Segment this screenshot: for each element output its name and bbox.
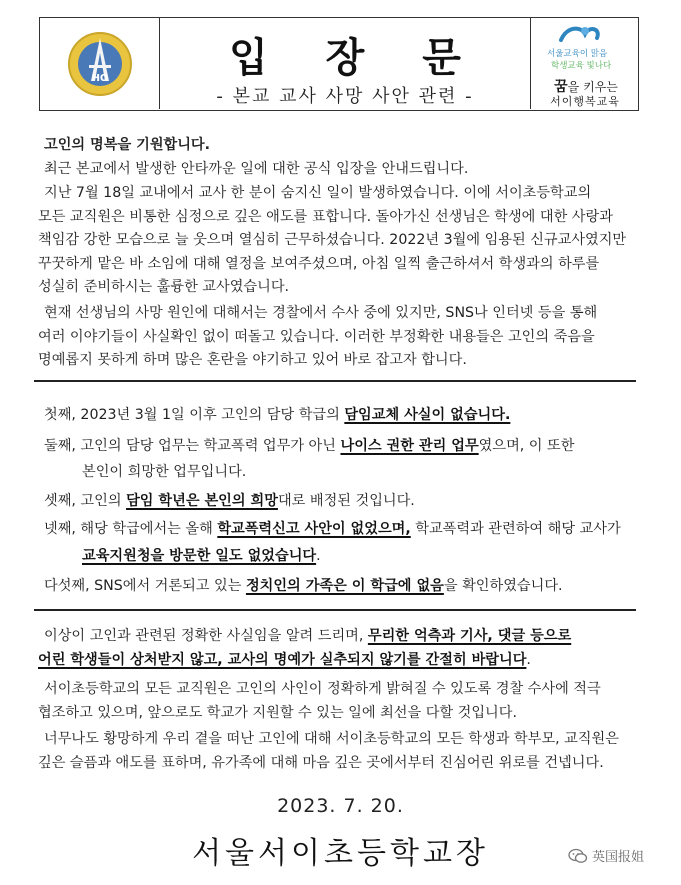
slogan-line-2: 서이행복교육 xyxy=(550,95,620,108)
closing-paragraph-2: 서이초등학교의 모든 교직원은 고인의 사인이 정확하게 밝혀질 수 있도록 경찰 수사에 적극 협조하고 있으며, 앞으로도 학교가 지원할 수 있는 일에 최선을 다할 것입니다. xyxy=(38,681,601,721)
fact-2-continued: 본인이 희망한 업무입니다. xyxy=(82,464,247,480)
signer-name: 서울서이초등학교장 xyxy=(192,836,489,871)
divider-top xyxy=(34,380,636,382)
slogan-line-1: 꿈을 키우는 xyxy=(554,79,618,95)
intro-paragraph-1: 최근 본교에서 발생한 안타까운 일에 대한 공식 입장을 안내드립니다. xyxy=(44,161,469,177)
logo-text: HO xyxy=(91,73,109,84)
school-logo xyxy=(58,31,142,97)
closing-paragraph-1: 이상이 고인과 관련된 정확한 사실임을 알려 드리며, 무리한 억측과 기사, 댓글 등으로 어린 학생들이 상처받지 않고, 교사의 명예가 실추되지 않기를 간절히 바랍니다. xyxy=(38,628,572,668)
fact-1: 첫째, 2023년 3월 1일 이후 고인의 담당 학급의 담임교체 사실이 없습니다. xyxy=(44,407,511,423)
document-header xyxy=(39,17,639,111)
title-cell xyxy=(160,18,530,109)
fact-3: 셋째, 고인의 담임 학년은 본인의 희망대로 배정된 것입니다. xyxy=(44,493,415,509)
fact-5: 다섯째, SNS에서 거론되고 있는 정치인의 가족은 이 학급에 없음을 확인하였습니다. xyxy=(44,578,563,594)
watermark xyxy=(568,846,644,865)
fact-4: 넷째, 해당 학급에서는 올해 학교폭력신고 사안이 없었으며, 학교폭력과 관련하여 해당 교사가 xyxy=(44,521,621,537)
page-title: 입 장 문 xyxy=(229,35,483,81)
emblem-line-1: 서울교육이 맑음 xyxy=(547,49,608,59)
education-emblem xyxy=(541,22,629,74)
page-subtitle: - 본교 교사 사망 사안 관련 - xyxy=(216,86,474,107)
intro-paragraph-3: 현재 선생님의 사망 원인에 대해서는 경찰에서 수사 중에 있지만, SNS나 인터넷 등을 통해 여러 이야기들이 사실확인 없이 떠돌고 있습니다. 이러한 부정확한 내용들은 고인의 죽음을 명예롭지 못하게 하며 많은 혼란을 야기하고 있어 바로 잡고자 합니다. xyxy=(38,305,598,368)
document-date: 2023. 7. 20. xyxy=(277,795,404,817)
school-logo-cell xyxy=(40,18,160,109)
fact-2: 둘째, 고인의 담당 업무는 학교폭력 업무가 아닌 나이스 권한 관리 업무였으며, 이 또한 xyxy=(44,438,575,454)
condolence-line: 고인의 명복을 기원합니다. xyxy=(44,137,211,153)
closing-paragraph-3: 너무나도 황망하게 우리 곁을 떠난 고인에 대해 서이초등학교의 모든 학생과 학부모, 교직원은 깊은 슬픔과 애도를 표하며, 유가족에 대해 마음 깊은 곳에서부터 진심어린 위로를 건넵니다. xyxy=(38,731,619,771)
fact-4-continued: 교육지원청을 방문한 일도 없었습니다. xyxy=(82,548,321,564)
intro-paragraph-2: 지난 7월 18일 교내에서 교사 한 분이 숨지신 일이 발생하였습니다. 이에 서이초등학교의 모든 교직원은 비통한 심정으로 깊은 애도를 표합니다. 돌아가신 선생님은 학생에 대한 사랑과 책임감 강한 모습으로 늘 웃으며 열심히 근무하셨습니다. 2022년 3월에 임용된 신규교사였지만 꾸꿋하게 맡은 바 소임에 대해 열정을 보여주셨으며, 아침 일찍 출근하셔서 학생과의 하루를 성실히 준비하시는 훌륭한 교사였습니다. xyxy=(38,185,627,295)
divider-bottom xyxy=(34,609,636,611)
watermark-text: 英国报姐 xyxy=(592,850,645,865)
slogan-cell xyxy=(530,18,637,109)
emblem-line-2: 학생교육 빛나다 xyxy=(551,61,612,71)
wechat-icon xyxy=(568,848,588,864)
